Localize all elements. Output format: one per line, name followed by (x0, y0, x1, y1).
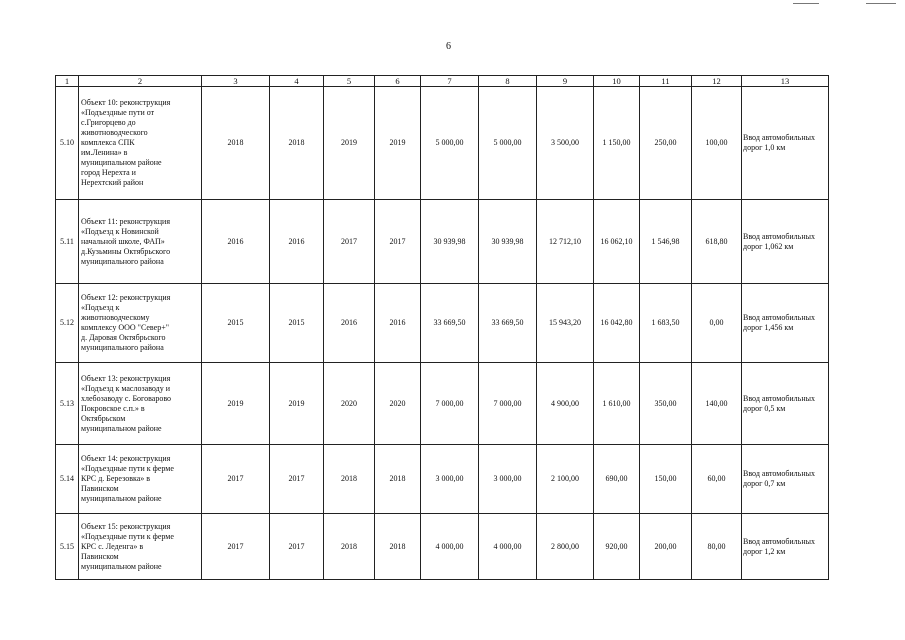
row-code: 5.13 (56, 363, 79, 445)
column-number: 7 (421, 76, 479, 87)
cell-c4: 2019 (270, 363, 324, 445)
object-name-line: Объект 13: реконструкция (81, 373, 171, 383)
cell-c9: 12 712,10 (537, 200, 594, 284)
scan-artifact (866, 3, 896, 4)
column-number: 9 (537, 76, 594, 87)
object-name-line: Павинском (81, 484, 119, 493)
object-name (79, 200, 202, 284)
cell-c8: 3 000,00 (479, 445, 537, 514)
cell-c12: 140,00 (692, 363, 742, 445)
row-code: 5.11 (56, 200, 79, 284)
column-number: 2 (79, 76, 202, 87)
scan-artifact (793, 3, 819, 4)
result-line: дорог 1,0 км (743, 143, 786, 152)
cell-c4: 2015 (270, 284, 324, 363)
cell-c6: 2019 (375, 87, 421, 200)
cell-c6: 2017 (375, 200, 421, 284)
object-name-line: «Подъезд к Новинской (81, 226, 159, 236)
row-code: 5.12 (56, 284, 79, 363)
cell-c3: 2016 (202, 200, 270, 284)
column-number: 13 (742, 76, 829, 87)
object-name-line: «Подъезд к (81, 303, 120, 312)
column-number: 10 (594, 76, 640, 87)
cell-c9: 2 800,00 (537, 514, 594, 580)
result-cell (742, 514, 829, 580)
object-name-line: Объект 14: реконструкция (81, 454, 171, 463)
cell-c4: 2017 (270, 445, 324, 514)
table-row (56, 200, 829, 284)
cell-c11: 1 546,98 (640, 200, 692, 284)
cell-c5: 2020 (324, 363, 375, 445)
cell-c6: 2020 (375, 363, 421, 445)
object-name (79, 514, 202, 580)
cell-c12: 618,80 (692, 200, 742, 284)
cell-c3: 2018 (202, 87, 270, 200)
object-name-line: д.Кузьмины Октябрьского (81, 246, 171, 256)
row-code: 5.15 (56, 514, 79, 580)
object-name-line: Объект 12: реконструкция (81, 293, 171, 302)
result-line: дорог 1,2 км (743, 546, 786, 556)
object-name-line: Объект 10: реконструкция (81, 98, 171, 107)
cell-c8: 33 669,50 (479, 284, 537, 363)
column-number: 5 (324, 76, 375, 87)
column-number: 3 (202, 76, 270, 87)
table-row (56, 87, 829, 200)
table-row (56, 363, 829, 445)
cell-c7: 5 000,00 (421, 87, 479, 200)
cell-c3: 2017 (202, 514, 270, 580)
result-line: дорог 1,062 км (743, 241, 794, 251)
cell-c11: 150,00 (640, 445, 692, 514)
cell-c5: 2018 (324, 514, 375, 580)
cell-c7: 7 000,00 (421, 363, 479, 445)
object-name-line: комплекса СПК (81, 138, 135, 147)
cell-c12: 0,00 (692, 284, 742, 363)
object-name-line: КРС д. Березовка» в (81, 474, 151, 483)
cell-c11: 200,00 (640, 514, 692, 580)
result-cell (742, 363, 829, 445)
cell-c11: 250,00 (640, 87, 692, 200)
cell-c12: 100,00 (692, 87, 742, 200)
object-name-line: животноводческому (81, 313, 150, 322)
table-row (56, 445, 829, 514)
object-name-line: муниципального района (81, 343, 164, 352)
cell-c9: 4 900,00 (537, 363, 594, 445)
cell-c5: 2017 (324, 200, 375, 284)
cell-c4: 2016 (270, 200, 324, 284)
cell-c12: 60,00 (692, 445, 742, 514)
cell-c5: 2018 (324, 445, 375, 514)
result-line: Ввод автомобильных (743, 536, 815, 546)
object-name-line: «Подъезд к маслозаводу и (81, 383, 171, 393)
cell-c9: 3 500,00 (537, 87, 594, 200)
object-name-line: животноводческого (81, 128, 148, 137)
cell-c7: 33 669,50 (421, 284, 479, 363)
cell-c10: 690,00 (594, 445, 640, 514)
cell-c7: 4 000,00 (421, 514, 479, 580)
object-name (79, 363, 202, 445)
cell-c10: 1 150,00 (594, 87, 640, 200)
column-number: 8 (479, 76, 537, 87)
object-name-line: КРС с. Леденга» в (81, 541, 144, 551)
object-name-line: муниципального района (81, 256, 164, 266)
cell-c6: 2018 (375, 445, 421, 514)
cell-c11: 350,00 (640, 363, 692, 445)
object-name-line: хлебозаводу с. Боговарово (81, 393, 172, 403)
object-name-line: муниципальном районе (81, 561, 162, 571)
row-code: 5.10 (56, 87, 79, 200)
cell-c5: 2019 (324, 87, 375, 200)
cell-c8: 5 000,00 (479, 87, 537, 200)
cell-c10: 16 062,10 (594, 200, 640, 284)
cell-c4: 2018 (270, 87, 324, 200)
object-name (79, 445, 202, 514)
object-name-line: город Нерехта и (81, 168, 136, 177)
object-name-line: Павинском (81, 551, 119, 561)
result-line: дорог 0,7 км (743, 479, 786, 488)
object-name-line: муниципальном районе (81, 494, 162, 503)
result-cell (742, 284, 829, 363)
cell-c10: 16 042,80 (594, 284, 640, 363)
object-name-line: «Подъездные пути к ферме (81, 531, 174, 541)
column-number-row (56, 76, 829, 87)
cell-c7: 30 939,98 (421, 200, 479, 284)
result-line: Ввод автомобильных (743, 469, 815, 478)
cell-c9: 15 943,20 (537, 284, 594, 363)
object-name (79, 87, 202, 200)
column-number: 12 (692, 76, 742, 87)
result-cell (742, 87, 829, 200)
cell-c8: 7 000,00 (479, 363, 537, 445)
object-name-line: Объект 15: реконструкция (81, 521, 171, 531)
result-cell (742, 445, 829, 514)
result-line: дорог 1,456 км (743, 323, 794, 332)
cell-c4: 2017 (270, 514, 324, 580)
object-name-line: Объект 11: реконструкция (81, 216, 171, 226)
cell-c3: 2019 (202, 363, 270, 445)
table-row (56, 284, 829, 363)
result-line: дорог 0,5 км (743, 403, 786, 413)
cell-c9: 2 100,00 (537, 445, 594, 514)
object-name-line: начальной школе, ФАП» (81, 236, 165, 246)
cell-c3: 2015 (202, 284, 270, 363)
object-name-line: им.Ленина» в (81, 148, 128, 157)
result-line: Ввод автомобильных (743, 313, 815, 322)
result-cell (742, 200, 829, 284)
object-name-line: «Подъездные пути от (81, 108, 155, 117)
object-name-line: с.Григорцево до (81, 118, 136, 127)
object-name-line: «Подъездные пути к ферме (81, 464, 174, 473)
object-name-line: комплексу ООО "Север+" (81, 323, 169, 332)
object-name-line: Нерехтский район (81, 178, 144, 187)
object-name-line: муниципальном районе (81, 158, 162, 167)
cell-c8: 4 000,00 (479, 514, 537, 580)
column-number: 6 (375, 76, 421, 87)
cell-c6: 2018 (375, 514, 421, 580)
cell-c8: 30 939,98 (479, 200, 537, 284)
table-row (56, 514, 829, 580)
object-name-line: Октябрьском (81, 413, 126, 423)
cell-c11: 1 683,50 (640, 284, 692, 363)
column-number: 11 (640, 76, 692, 87)
cell-c7: 3 000,00 (421, 445, 479, 514)
object-name-line: муниципальном районе (81, 423, 162, 433)
column-number: 4 (270, 76, 324, 87)
column-number: 1 (56, 76, 79, 87)
page-number: 6 (446, 41, 451, 52)
cell-c12: 80,00 (692, 514, 742, 580)
cell-c10: 1 610,00 (594, 363, 640, 445)
object-name-line: д. Даровая Октябрьского (81, 333, 166, 342)
result-line: Ввод автомобильных (743, 393, 815, 403)
result-line: Ввод автомобильных (743, 133, 815, 142)
result-line: Ввод автомобильных (743, 231, 815, 241)
object-name-line: Покровское с.п.» в (81, 403, 145, 413)
cell-c6: 2016 (375, 284, 421, 363)
cell-c5: 2016 (324, 284, 375, 363)
cell-c10: 920,00 (594, 514, 640, 580)
cell-c3: 2017 (202, 445, 270, 514)
program-table (55, 75, 829, 580)
row-code: 5.14 (56, 445, 79, 514)
object-name (79, 284, 202, 363)
